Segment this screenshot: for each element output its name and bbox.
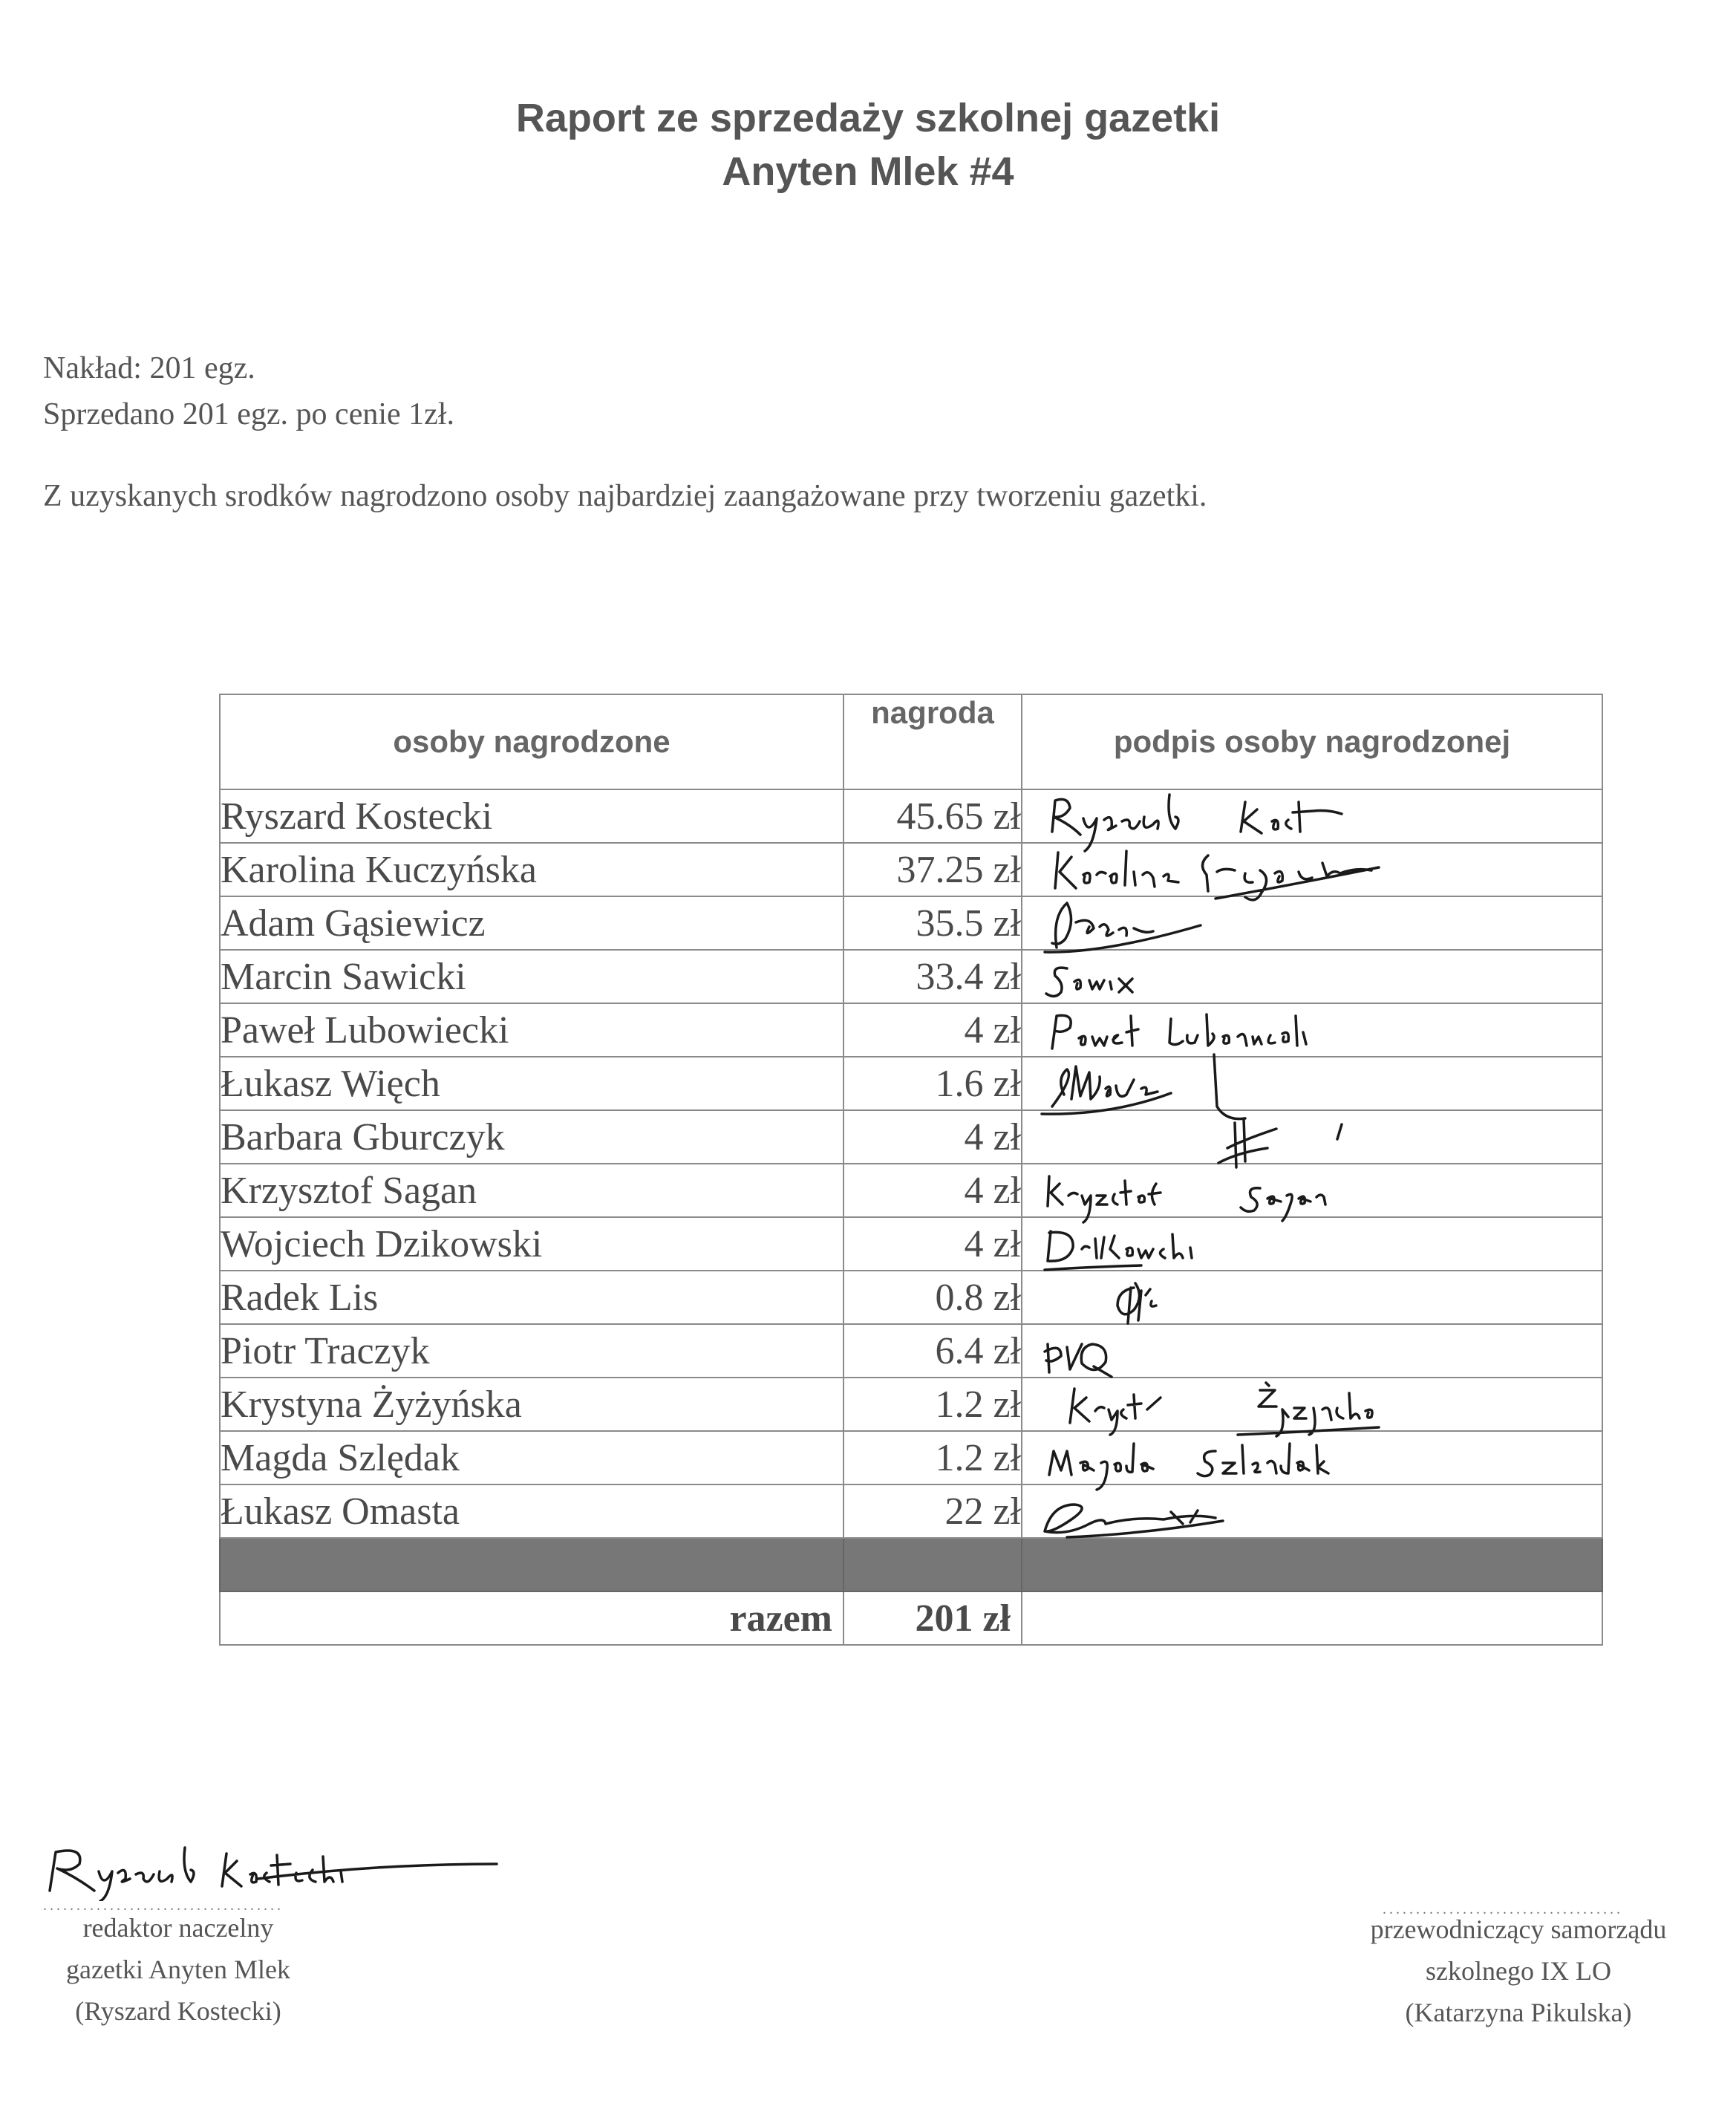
table-total-row (220, 1591, 1602, 1645)
person-name: Łukasz Więch (220, 1057, 843, 1110)
president-role-line1: przewodniczący samorządu (1370, 1914, 1667, 1944)
person-name: Piotr Traczyk (220, 1324, 843, 1378)
prize-amount: 33.4 zł (843, 950, 1022, 1003)
table-header-row (220, 694, 1602, 789)
prize-amount: 22 zł (843, 1484, 1022, 1538)
editor-role-line1: redaktor naczelny (82, 1913, 274, 1943)
person-name: Marcin Sawicki (220, 950, 843, 1003)
prize-amount: 1.2 zł (843, 1431, 1022, 1484)
total-value: 201 zł (843, 1591, 1022, 1645)
prize-amount: 4 zł (843, 1217, 1022, 1271)
prize-amount: 0.8 zł (843, 1271, 1022, 1324)
header-signature: podpis osoby nagrodzonej (1022, 694, 1602, 789)
editor-signature (41, 1834, 501, 1901)
table-row (220, 1484, 1602, 1538)
signature-image (1022, 1475, 1557, 1548)
person-name: Magda Szlędak (220, 1431, 843, 1484)
handwritten-signature (1022, 1484, 1602, 1538)
person-name: Barbara Gburczyk (220, 1110, 843, 1164)
person-name: Krzysztof Sagan (220, 1164, 843, 1217)
person-name: Karolina Kuczyńska (220, 843, 843, 896)
editor-role-line2: gazetki Anyten Mlek (66, 1955, 290, 1984)
header-awarded-persons: osoby nagrodzone (220, 694, 843, 789)
total-label: razem (220, 1591, 843, 1645)
editor-caption (30, 1907, 327, 2032)
president-name: (Katarzyna Pikulska) (1405, 1998, 1632, 2027)
prize-amount: 45.65 zł (843, 789, 1022, 843)
total-signature-cell (1022, 1591, 1602, 1645)
president-role-line2: szkolnego IX LO (1426, 1956, 1611, 1986)
prize-amount: 4 zł (843, 1003, 1022, 1057)
prize-amount: 1.2 zł (843, 1378, 1022, 1431)
president-signature-line: .................................... (1383, 1901, 1623, 1917)
person-name: Ryszard Kostecki (220, 789, 843, 843)
awards-table (219, 694, 1603, 1646)
prize-amount: 6.4 zł (843, 1324, 1022, 1378)
editor-signature-line: .................................... (43, 1897, 284, 1914)
person-name: Adam Gąsiewicz (220, 896, 843, 950)
prize-amount: 4 zł (843, 1110, 1022, 1164)
person-name: Radek Lis (220, 1271, 843, 1324)
print-run-text: Nakład: 201 egz. (43, 351, 255, 385)
person-name: Paweł Lubowiecki (220, 1003, 843, 1057)
prize-amount: 35.5 zł (843, 896, 1022, 950)
person-name: Krystyna Żyżyńska (220, 1378, 843, 1431)
report-title-line1: Raport ze sprzedaży szkolnej gazetki (515, 96, 1221, 140)
prize-amount: 1.6 zł (843, 1057, 1022, 1110)
prize-amount: 4 zł (843, 1164, 1022, 1217)
person-name: Wojciech Dzikowski (220, 1217, 843, 1271)
president-caption (1337, 1909, 1700, 2033)
sold-text: Sprzedano 201 egz. po cenie 1zł. (43, 397, 454, 431)
person-name: Łukasz Omasta (220, 1484, 843, 1538)
editor-name: (Ryszard Kostecki) (75, 1996, 281, 2026)
header-prize: nagroda (843, 694, 1022, 789)
prize-amount: 37.25 zł (843, 843, 1022, 896)
report-title-line2: Anyten Mlek #4 (722, 149, 1014, 194)
description-text: Z uzyskanych srodków nagrodzono osoby najbardziej zaangażowane przy tworzeniu gazetki. (43, 479, 1207, 513)
